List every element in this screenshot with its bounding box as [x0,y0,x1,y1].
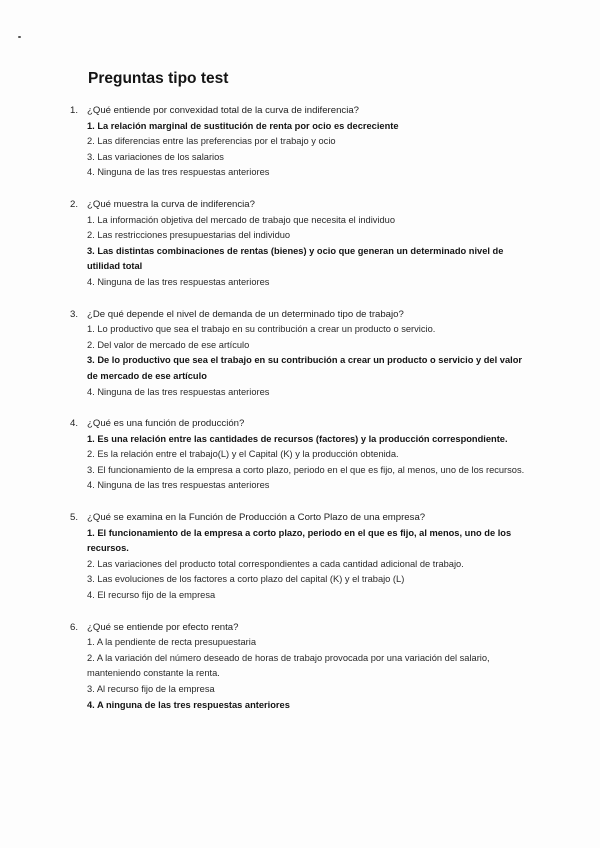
answer-option: 2. Las diferencias entre las preferencias por el trabajo y ocio [87,136,336,147]
answer-option: 2. Del valor de mercado de ese artículo [87,339,250,350]
answer-option: 3. Las variaciones de los salarios [87,151,224,162]
question-text: ¿De qué depende el nivel de demanda de un determinado tipo de trabajo? [87,308,404,320]
answer-option: 2. Las restricciones presupuestarias del individuo [87,230,291,241]
question-row [70,416,530,432]
answer-option: 3. Las evoluciones de los factores a corto plazo del capital (K) y el trabajo (L) [87,574,405,585]
answer-option: 4. Ninguna de las tres respuestas anteriores [87,167,270,178]
question-2 [70,197,530,291]
question-number: 2. [70,198,79,210]
answer-option: 4. Ninguna de las tres respuestas anteriores [87,276,270,287]
answer-option: 2. Las variaciones del producto total correspondientes a cada cantidad adicional de trabajo. [87,558,464,569]
question-4 [70,416,530,494]
answer-option: 3. El funcionamiento de la empresa a corto plazo, periodo en el que es fijo, al menos, uno de los recursos. [87,464,525,475]
question-text: ¿Qué se entiende por efecto renta? [87,621,239,633]
answer-option: 1. A la pendiente de recta presupuestaria [87,637,257,648]
question-1 [70,103,530,181]
question-row [70,307,530,323]
question-text: ¿Qué es una función de producción? [87,418,245,430]
answer-option-correct: 3. De lo productivo que sea el trabajo en su contribución a crear un producto o servicio y del valor de mercado de ese artículo [87,355,522,381]
answer-list [70,213,530,291]
answer-list [70,635,530,713]
page-title: Preguntas tipo test [88,70,229,87]
question-row [70,620,530,636]
answer-option-correct: 1. La relación marginal de sustitución de renta por ocio es decreciente [87,120,399,131]
question-6 [70,620,530,714]
question-number: 5. [70,512,79,524]
answer-option: 2. A la variación del número deseado de horas de trabajo provocada por una variación del salario, manteniendo constante la renta. [87,652,490,679]
answer-option-correct: 3. Las distintas combinaciones de rentas (bienes) y ocio que generan un determinado nivel de utilidad total [87,245,504,272]
answer-option: 1. Lo productivo que sea el trabajo en su contribución a crear un producto o servicio. [87,324,436,335]
answer-list [70,432,530,494]
answer-option: 1. La información objetiva del mercado de trabajo que necesita el individuo [87,214,396,225]
answer-option-correct: 1. Es una relación entre las cantidades de recursos (factores) y la producción correspondiente. [87,433,508,444]
answer-option: 4. El recurso fijo de la empresa [87,590,216,601]
question-number: 3. [70,308,79,320]
question-text: ¿Qué se examina en la Función de Producción a Corto Plazo de una empresa? [87,512,426,524]
answer-option: 4. Ninguna de las tres respuestas anteriores [87,386,270,397]
question-5 [70,510,530,604]
question-text: ¿Qué muestra la curva de indiferencia? [87,198,255,210]
question-number: 6. [70,621,79,633]
answer-option: 3. Al recurso fijo de la empresa [87,684,215,694]
answer-option-correct: 4. A ninguna de las tres respuestas anteriores [87,699,290,710]
answer-list [70,526,530,604]
answer-option-correct: 1. El funcionamiento de la empresa a corto plazo, periodo en el que es fijo, al menos, uno de los recursos. [87,527,512,554]
question-list [70,103,530,729]
question-row [70,103,530,119]
answer-option: 2. Es la relación entre el trabajo(L) y el Capital (K) y la producción obtenida. [87,449,399,460]
question-row [70,510,530,526]
question-number: 4. [70,418,79,430]
scan-speck [18,36,21,38]
question-text: ¿Qué entiende por convexidad total de la curva de indiferencia? [87,105,359,116]
question-3 [70,307,530,401]
answer-list [70,119,530,181]
answer-list [70,322,530,400]
answer-option: 4. Ninguna de las tres respuestas anteriores [87,480,270,491]
question-number: 1. [70,105,79,116]
question-row [70,197,530,213]
